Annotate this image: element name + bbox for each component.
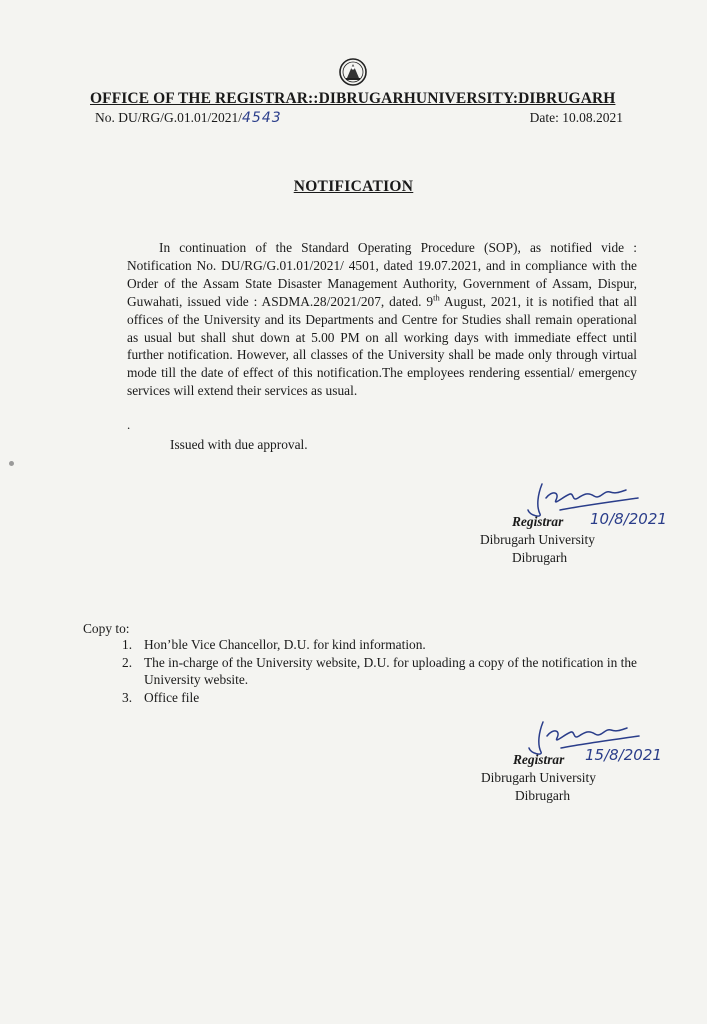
signature-2-designation: Registrar [513, 752, 565, 767]
list-item [122, 636, 637, 654]
signature-2-city: Dibrugarh [515, 788, 571, 803]
reference-number [95, 110, 282, 126]
notification-date: Date: 10.08.2021 [529, 110, 623, 125]
list-item-text: The in-charge of the University website, D.U. for uploading a copy of the notification in the University website. [144, 654, 637, 687]
list-item-number: 3. [122, 689, 133, 705]
list-item-text: Hon’ble Vice Chancellor, D.U. for kind information. [144, 637, 426, 652]
list-item [122, 654, 637, 689]
signature-block-1 [480, 480, 680, 580]
reference-number-printed: No. DU/RG/G.01.01/2021/ [95, 110, 243, 125]
body-part-2: August, 2021, it is notified that all offices of the University and its Departments and Centre for Studies shall remain operational as usual but shall shut down at 5.00 PM on all working days with immediate effect until further notification. However, all classes of the University shall be made only through virtual mode till the date of effect of this notification.The employees rendering essential/ emergency services will extend their services as usual. [127, 293, 637, 399]
signature-block-2 [481, 718, 681, 818]
issued-statement: Issued with due approval. [170, 437, 308, 452]
body-superscript: th [433, 292, 440, 303]
signature-1-designation: Registrar [512, 514, 564, 529]
copy-to-list [122, 636, 637, 706]
university-emblem-icon [339, 58, 367, 86]
notification-title: NOTIFICATION [293, 178, 414, 195]
signature-1-city: Dibrugarh [512, 550, 568, 565]
signature-2-handwritten-date: 15/8/2021 [585, 746, 662, 764]
body-part-1: In continuation of the Standard Operating Procedure (SOP), as notified vide : Notification No. DU/RG/G.01.01/2021/ 4501, dated 19.07.2021, and in compliance with the Order of the Assam State Disaster Management Authority, Government of Assam, Dispur, Guwahati, issued vide : ASDMA.28/2021/207, dated. 9 [127, 240, 637, 309]
reference-number-handwritten: 4543 [242, 110, 282, 126]
signature-1-handwritten-date: 10/8/2021 [590, 510, 667, 528]
copy-to-label: Copy to: [83, 621, 130, 636]
office-heading: OFFICE OF THE REGISTRAR::DIBRUGARHUNIVERSITY:DIBRUGARH [90, 90, 616, 107]
list-item [122, 689, 637, 707]
list-item-number: 1. [122, 637, 133, 652]
notification-body [127, 239, 637, 400]
signature-1-university: Dibrugarh University [480, 532, 595, 547]
list-item-text: Office file [144, 689, 200, 705]
margin-mark [9, 461, 14, 466]
stray-mark: . [127, 417, 131, 432]
signature-2-university: Dibrugarh University [481, 770, 596, 785]
list-item-number: 2. [122, 654, 133, 670]
